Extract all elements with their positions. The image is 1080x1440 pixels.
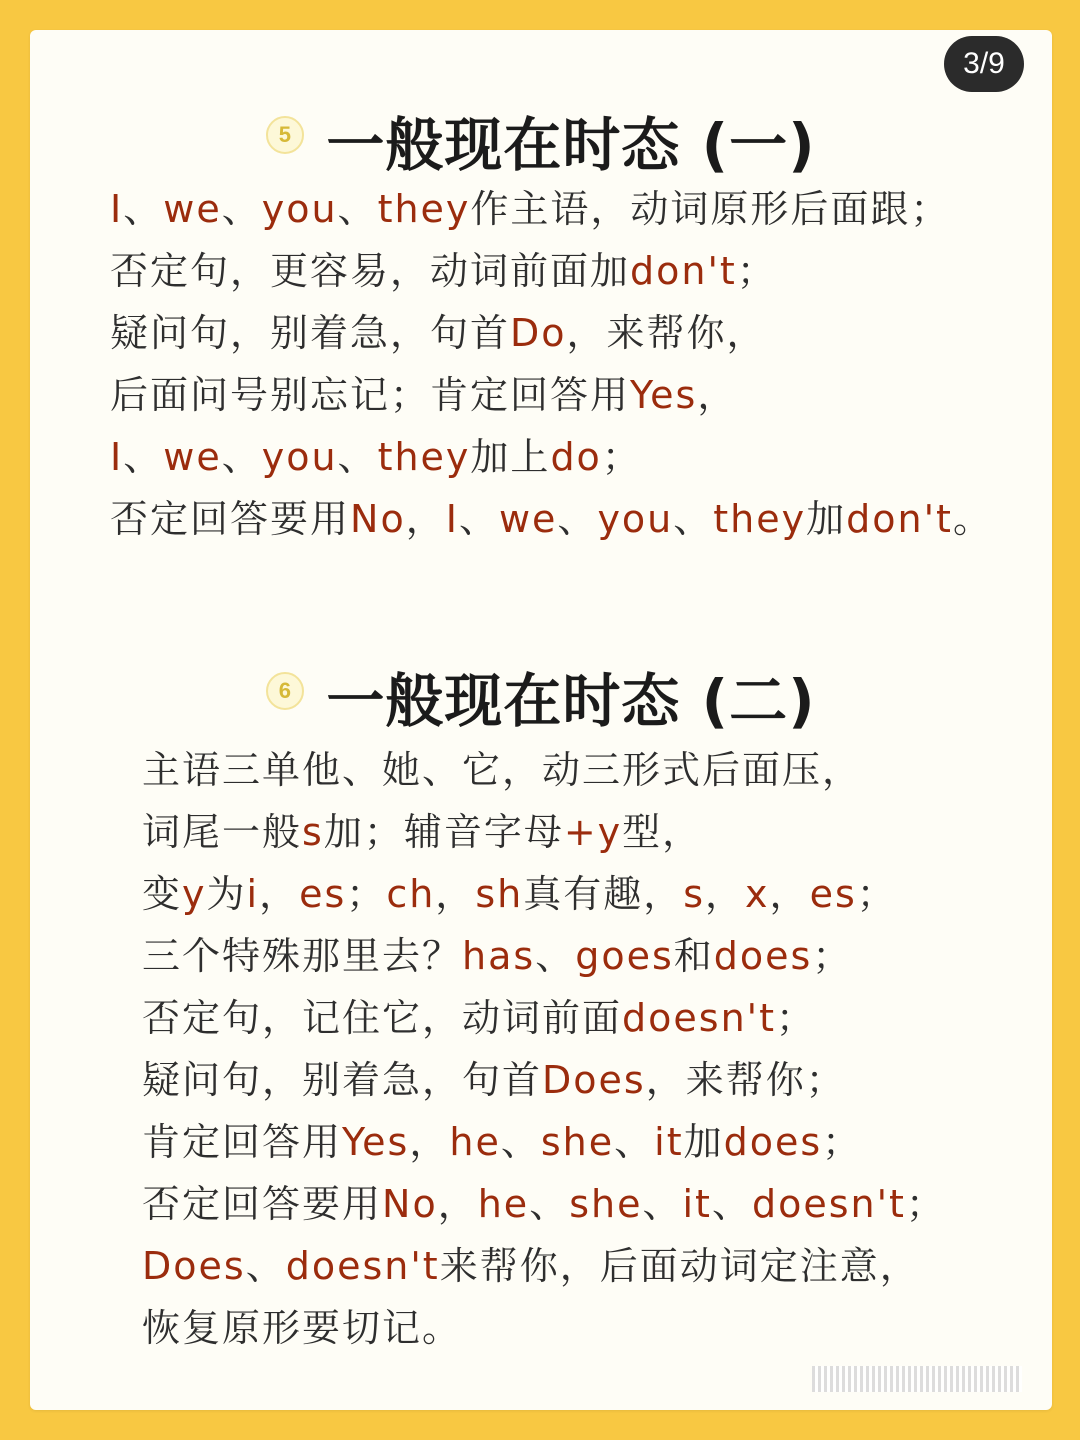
line-text: 、: [529, 1182, 570, 1226]
highlighted-term: I: [110, 435, 124, 479]
highlighted-term: I: [445, 497, 459, 541]
line-text: 肯定回答用: [142, 1120, 343, 1164]
line-text: 变: [142, 872, 183, 916]
section-5-lines: [110, 178, 993, 550]
verse-line: [110, 240, 993, 302]
line-text: 、: [500, 1120, 541, 1164]
line-text: 、: [673, 497, 714, 541]
highlighted-term: Yes: [630, 373, 698, 417]
line-text: 作主语，动词原形后面跟；: [470, 187, 951, 231]
verse-line: [142, 801, 946, 863]
verse-line: [142, 1049, 946, 1111]
highlighted-term: don't: [630, 249, 737, 293]
highlighted-term: i: [246, 872, 260, 916]
line-text: 、: [337, 187, 378, 231]
line-text: 来帮你，后面动词定注意，: [439, 1244, 920, 1288]
highlighted-term: they: [713, 497, 807, 541]
line-text: ，: [409, 1120, 450, 1164]
line-text: ；: [736, 249, 777, 293]
line-text: 、: [221, 435, 262, 479]
verse-line: [142, 1297, 946, 1359]
highlighted-term: Does: [142, 1244, 246, 1288]
line-text: 疑问句，别着急，句首: [110, 311, 511, 355]
highlighted-term: does: [713, 934, 813, 978]
line-text: ；: [776, 996, 817, 1040]
highlighted-term: you: [261, 435, 338, 479]
verse-line: [142, 987, 946, 1049]
highlighted-term: ch: [386, 872, 436, 916]
line-text: 、: [221, 187, 262, 231]
highlighted-term: she: [569, 1182, 643, 1226]
highlighted-term: doesn't: [751, 1182, 906, 1226]
highlighted-term: it: [654, 1120, 684, 1164]
highlighted-term: you: [261, 187, 338, 231]
highlighted-term: I: [110, 187, 124, 231]
line-text: 、: [337, 435, 378, 479]
highlighted-term: +y: [563, 810, 623, 854]
verse-line: [110, 488, 993, 550]
highlighted-term: we: [498, 497, 558, 541]
line-text: 、: [458, 497, 499, 541]
highlighted-term: x: [745, 872, 770, 916]
highlighted-term: he: [449, 1120, 501, 1164]
line-text: 、: [557, 497, 598, 541]
highlighted-term: No: [382, 1182, 438, 1226]
verse-line: [110, 364, 993, 426]
verse-line: [142, 739, 946, 801]
line-text: 为: [206, 872, 247, 916]
highlighted-term: es: [299, 872, 347, 916]
line-text: ；: [346, 872, 387, 916]
line-text: ；: [812, 934, 853, 978]
highlighted-term: you: [597, 497, 674, 541]
highlighted-term: y: [182, 872, 207, 916]
verse-line: [110, 302, 993, 364]
highlighted-term: s: [302, 810, 324, 854]
line-text: 、: [535, 934, 576, 978]
highlighted-term: we: [163, 187, 222, 231]
highlighted-term: it: [682, 1182, 712, 1226]
highlighted-term: doesn't: [285, 1244, 440, 1288]
line-text: 、: [123, 187, 164, 231]
line-text: ，: [405, 497, 446, 541]
section-title-6: [30, 654, 1052, 738]
verse-line: [142, 1111, 946, 1173]
highlighted-term: No: [350, 497, 406, 541]
highlighted-term: has: [462, 934, 536, 978]
verse-line: [142, 863, 946, 925]
line-text: 、: [123, 435, 164, 479]
highlighted-term: we: [163, 435, 222, 479]
line-text: 型，: [622, 810, 703, 854]
line-text: ，: [705, 872, 746, 916]
line-text: 主语三单他、她、它，动三形式后面压，: [142, 748, 863, 792]
highlighted-term: goes: [575, 934, 674, 978]
highlighted-term: Do: [510, 311, 567, 355]
highlighted-term: es: [809, 872, 857, 916]
line-text: 否定回答要用: [142, 1182, 383, 1226]
section-title-text: 一般现在时态 (二): [326, 667, 816, 735]
verse-line: [110, 426, 993, 488]
section-title-5: [30, 98, 1052, 182]
line-text: 、: [711, 1182, 752, 1226]
line-text: ；: [822, 1120, 863, 1164]
line-text: 加；辅音字母: [323, 810, 564, 854]
line-text: 否定句，记住它，动词前面: [142, 996, 623, 1040]
line-text: 恢复原形要切记。: [142, 1306, 463, 1350]
verse-line: [142, 1235, 946, 1297]
highlighted-term: sh: [475, 872, 524, 916]
line-text: ，: [259, 872, 300, 916]
highlighted-term: they: [377, 435, 471, 479]
line-text: 词尾一般: [142, 810, 303, 854]
line-text: ，来帮你，: [566, 311, 767, 355]
line-text: 加: [683, 1120, 724, 1164]
section-6-lines: [142, 739, 946, 1359]
verse-line: [142, 925, 946, 987]
highlighted-term: they: [377, 187, 471, 231]
line-text: 、: [245, 1244, 286, 1288]
line-text: ，: [697, 373, 738, 417]
line-text: ，: [769, 872, 810, 916]
line-text: 加: [806, 497, 847, 541]
line-text: ，: [435, 872, 476, 916]
line-text: 真有趣，: [523, 872, 684, 916]
line-text: ；: [905, 1182, 946, 1226]
highlighted-term: she: [540, 1120, 615, 1164]
content-card: [30, 30, 1052, 1410]
line-text: 、: [614, 1120, 655, 1164]
line-text: 疑问句，别着急，句首: [142, 1058, 543, 1102]
verse-line: [142, 1173, 946, 1235]
line-text: ，来帮你；: [645, 1058, 846, 1102]
line-text: 和: [673, 934, 714, 978]
line-text: ；: [601, 435, 642, 479]
highlighted-term: doesn't: [622, 996, 776, 1040]
highlighted-term: do: [550, 435, 602, 479]
highlighted-term: Does: [542, 1058, 646, 1102]
circled-number-5: 5: [266, 116, 304, 154]
page-indicator: 3/9: [944, 36, 1024, 92]
section-title-text: 一般现在时态 (一): [326, 111, 816, 179]
line-text: 、: [642, 1182, 683, 1226]
line-text: 加上: [470, 435, 551, 479]
highlighted-term: Yes: [342, 1120, 410, 1164]
highlighted-term: does: [723, 1120, 823, 1164]
line-text: 否定句，更容易，动词前面加: [110, 249, 631, 293]
highlighted-term: s: [683, 872, 706, 916]
highlighted-term: he: [477, 1182, 530, 1226]
highlighted-term: don't: [846, 497, 953, 541]
verse-line: [110, 178, 993, 240]
line-text: ；: [856, 872, 897, 916]
watermark-barcode: [812, 1366, 1022, 1392]
line-text: 否定回答要用: [110, 497, 351, 541]
circled-number-6: 6: [266, 672, 304, 710]
line-text: 后面问号别忘记；肯定回答用: [110, 373, 631, 417]
line-text: 三个特殊那里去？: [142, 934, 463, 978]
line-text: ，: [437, 1182, 478, 1226]
line-text: 。: [952, 497, 993, 541]
